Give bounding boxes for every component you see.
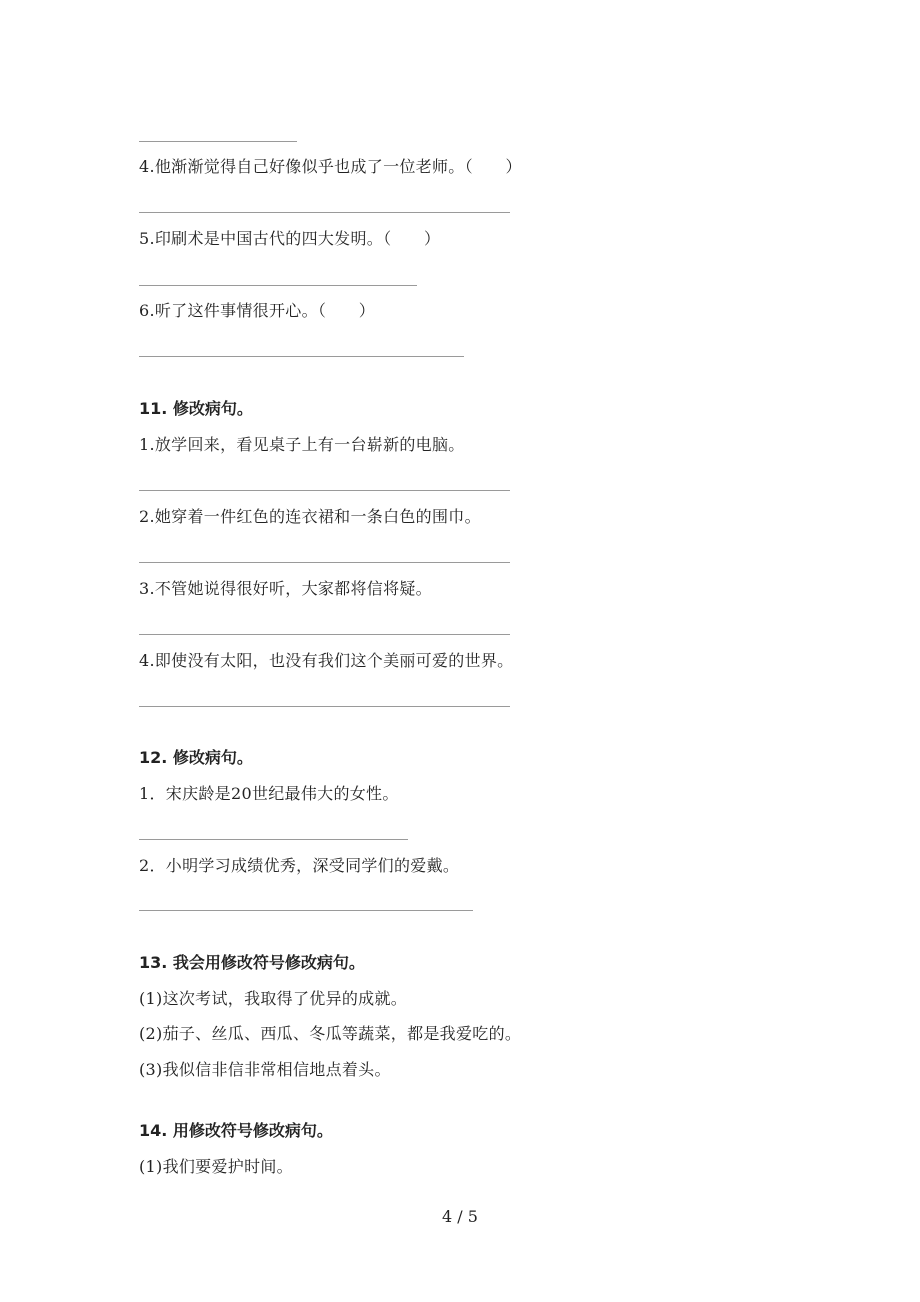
list-item: 4.他渐渐觉得自己好像似乎也成了一位老师。（ ） <box>139 157 522 176</box>
list-item: 5.印刷术是中国古代的四大发明。（ ） <box>139 229 441 248</box>
question-14-title: 14. 用修改符号修改病句。 <box>139 1121 333 1140</box>
answer-line <box>139 910 473 911</box>
answer-line <box>139 285 417 286</box>
answer-line <box>139 356 464 357</box>
list-item: 1.放学回来，看见桌子上有一台崭新的电脑。 <box>139 435 465 454</box>
answer-line <box>139 706 510 707</box>
answer-line <box>139 141 297 142</box>
list-item: 4.即使没有太阳，也没有我们这个美丽可爱的世界。 <box>139 651 514 670</box>
answer-line <box>139 634 510 635</box>
list-item: (2)茄子、丝瓜、西瓜、冬瓜等蔬菜，都是我爱吃的。 <box>139 1024 522 1043</box>
list-item: 3.不管她说得很好听，大家都将信将疑。 <box>139 579 432 598</box>
list-item: (1)我们要爱护时间。 <box>139 1157 293 1176</box>
list-item: (3)我似信非信非常相信地点着头。 <box>139 1060 391 1079</box>
list-item: 2.她穿着一件红色的连衣裙和一条白色的围巾。 <box>139 507 481 526</box>
answer-line <box>139 562 510 563</box>
question-13-title: 13. 我会用修改符号修改病句。 <box>139 953 365 972</box>
answer-line <box>139 839 408 840</box>
question-11-title: 11. 修改病句。 <box>139 399 253 418</box>
answer-line <box>139 490 510 491</box>
question-12-title: 12. 修改病句。 <box>139 748 253 767</box>
answer-line <box>139 212 510 213</box>
list-item: (1)这次考试，我取得了优异的成就。 <box>139 989 408 1008</box>
list-item: 1．宋庆龄是20世纪最伟大的女性。 <box>139 784 399 803</box>
page-number: 4 / 5 <box>442 1207 478 1226</box>
list-item: 2．小明学习成绩优秀，深受同学们的爱戴。 <box>139 856 460 875</box>
list-item: 6.听了这件事情很开心。（ ） <box>139 301 376 320</box>
